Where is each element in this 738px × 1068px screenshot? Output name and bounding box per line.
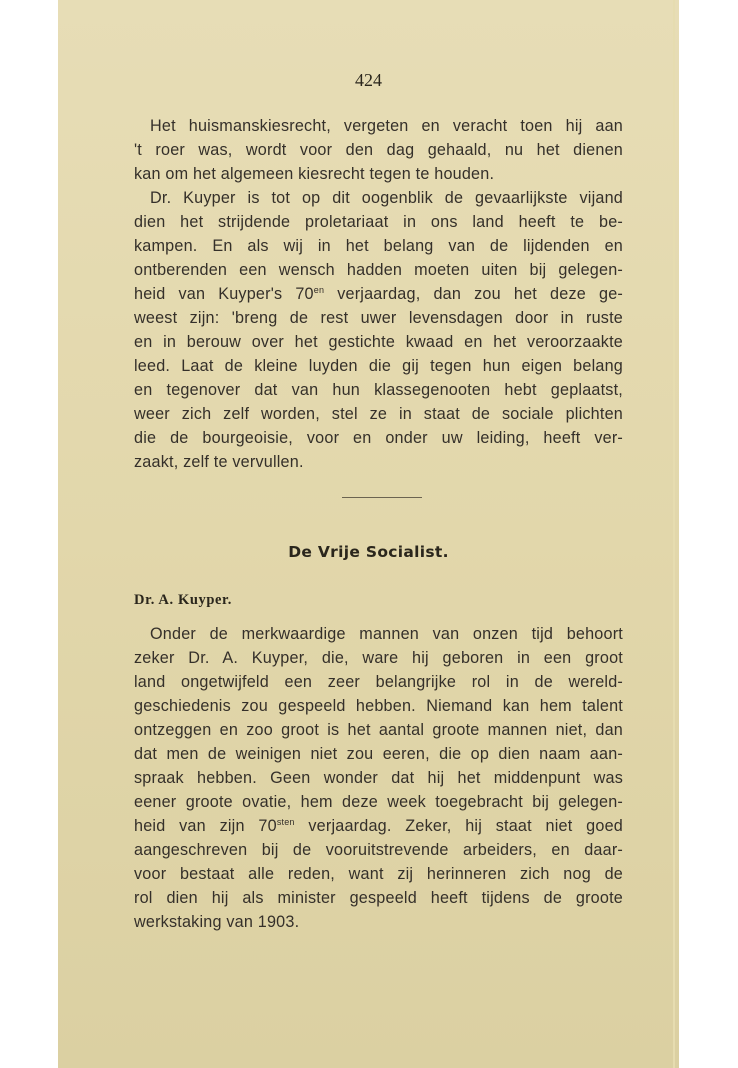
text-line: aangeschreven bij de vooruitstrevende arbeiders, en daar- [134,841,623,859]
superscript: en [313,285,325,295]
text-line: en tegenover dat van hun klassegenooten hebt geplaatst, [134,381,623,399]
superscript: sten [276,817,295,827]
section-divider [342,497,422,498]
text-line: Het huismanskiesrecht, vergeten en veracht toen hij aan [150,117,623,135]
text-line: weest zijn: 'breng de rest uwer levensdagen door in ruste [134,309,623,327]
text-line: dien het strijdende proletariaat in ons land heeft te be- [134,213,623,231]
text-line: spraak hebben. Geen wonder dat hij het middenpunt was [134,769,623,787]
text-line: ontzeggen en zoo groot is het aantal groote mannen niet, dan [134,721,623,739]
text-line: en in berouw over het gestichte kwaad en het veroorzaakte [134,333,623,351]
text-fragment: heid van Kuyper's 70 [134,285,314,303]
text-line: zeker Dr. A. Kuyper, die, ware hij geboren in een groot [134,649,623,667]
page-number: 424 [355,70,382,90]
article-title: De Vrije Socialist. [288,543,449,561]
text-line: die de bourgeoisie, voor en onder uw leiding, heeft ver- [134,429,623,447]
text-fragment: verjaardag, dan zou het deze ge- [324,285,623,303]
text-line [134,814,623,838]
text-line: ontberenden een wensch hadden moeten uiten bij gelegen- [134,261,623,279]
section1-text [134,114,623,474]
text-line: Onder de merkwaardige mannen van onzen tijd behoort [150,625,623,643]
article-subtitle: Dr. A. Kuyper. [134,592,232,608]
text-line: leed. Laat de kleine luyden die gij tegen hun eigen belang [134,357,623,375]
text-line: kampen. En als wij in het belang van de lijdenden en [134,237,623,255]
text-line: weer zich zelf worden, stel ze in staat de sociale plichten [134,405,623,423]
section2-text [134,622,623,934]
text-line: zaakt, zelf te vervullen. [134,453,304,471]
text-line: Dr. Kuyper is tot op dit oogenblik de gevaarlijkste vijand [150,189,623,207]
text-line: werkstaking van 1903. [134,913,300,931]
text-line: kan om het algemeen kiesrecht tegen te houden. [134,165,495,183]
book-page [58,0,679,1068]
text-line [134,282,623,306]
text-fragment: verjaardag. Zeker, hij staat niet goed [294,817,623,835]
text-line: land ongetwijfeld een zeer belangrijke rol in de wereld- [134,673,623,691]
text-line: rol dien hij als minister gespeeld heeft tijdens de groote [134,889,623,907]
text-line: 't roer was, wordt voor den dag gehaald, nu het dienen [134,141,623,159]
text-fragment: heid van zijn 70 [134,817,277,835]
text-line: eener groote ovatie, hem deze week toegebracht bij gelegen- [134,793,623,811]
text-line: dat men de weinigen niet zou eeren, die op dien naam aan- [134,745,623,763]
text-line: geschiedenis zou gespeeld hebben. Niemand kan hem talent [134,697,623,715]
text-line: voor bestaat alle reden, want zij herinneren zich nog de [134,865,623,883]
